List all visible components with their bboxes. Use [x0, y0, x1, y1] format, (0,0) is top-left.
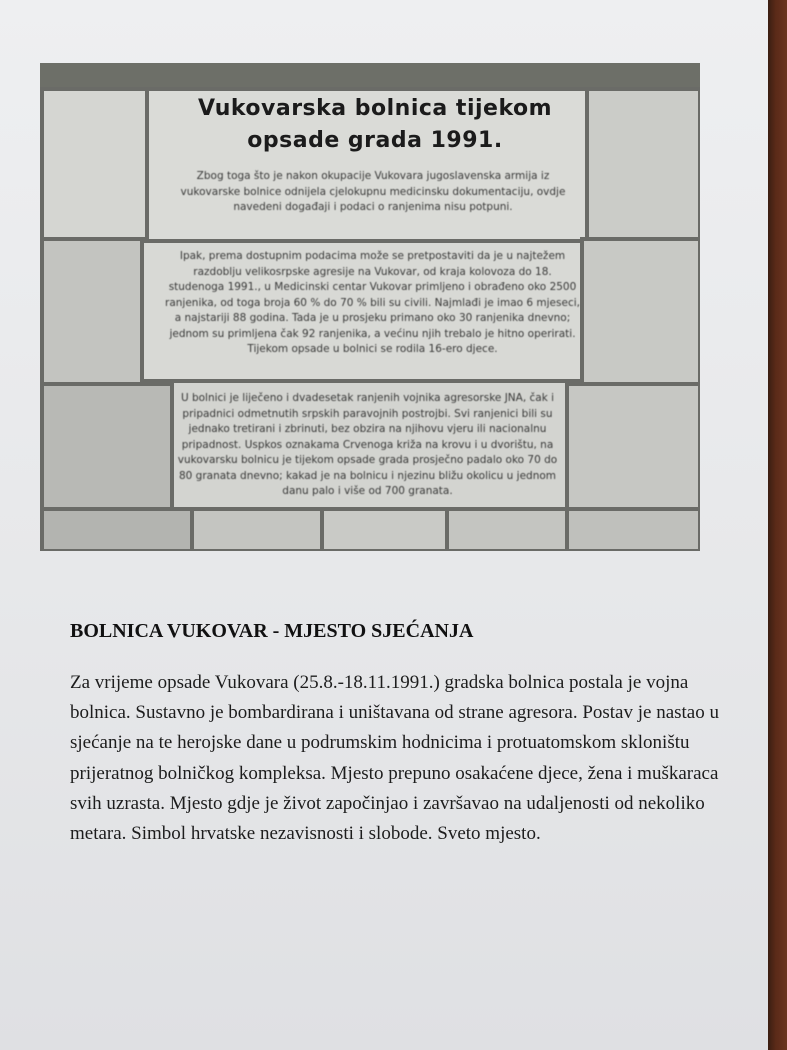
photo-paragraph-2: Ipak, prema dostupnim podacima može se pretpostaviti da je u najtežem razdoblju velikosrpske agresije na Vukovar, od kraja kolovoza do 18. studenoga 1991., u Medicinski centar Vukovar primljeno i obrađeno oko 2500 ranjenika, od toga brojа 60 % do 70 % bili su civili. Najmlađi je imao 6 mjeseci, a najstariji 88 godina. Tada je u prosjeku primano oko 30 ranjenika dnevno; jednom su primljena čak 92 ranjenika, a većinu njih trebalo je hitno operirati. Tijekom opsade u bolnici se rodila 16-ero djece.	[165, 250, 580, 355]
panel-body-text: Za vrijeme opsade Vukovara (25.8.-18.11.1991.) gradska bolnica postala je vojna bolnica. Sustavno je bombardirana i uništavana od strane agresora. Postav je nastao u sjećanje na te herojske dane u podrumskim hodnicima i protuatomskom skloništu prijeratnog bolničkog kompleksa. Mjesto prepuno osakaćene djece, žena i muškaraca svih uzrasta. Mjesto gdje je život započinjao i završavao na udaljenosti od nekoliko metara. Simbol hrvatske nezavisnosti i slobode. Sveto mjesto.	[70, 672, 719, 845]
tiled-wall-photo	[40, 63, 700, 551]
photo-paragraph-1: Zbog toga što je nakon okupacije Vukovara jugoslavenska armija iz vukovarske bolnice odnijela cjelokupnu medicinsku dokumentaciju, ovdje navedeni događaji i podaci o ranjenima nisu potpuni.	[180, 170, 566, 213]
panel-heading: BOLNICA VUKOVAR - MJESTO SJEĆANJA	[70, 620, 474, 642]
wooden-frame-edge	[768, 0, 787, 1050]
photo-paragraph-3: U bolnici je liječeno i dvadesetak ranjenih vojnika agresorske JNA, čak i pripadnici odmetnutih srpskih paravojnih postrojbi. Svi ranjenici bili su jednako tretirani i zbrinuti, bez obzira na njihovu vjeru ili nacionalnu pripadnost. Uspkos oznakama Crvenoga križa na krovu i u dvorištu, na vukovarsku bolnicu je tijekom opsade grada prosječno padalo oko 70 do 80 granata dnevno; kakad je na bolnicu i njezinu bližu okolicu u jednom danu palo i više od 700 granata.	[177, 392, 558, 497]
photo-title: Vukovarska bolnica tijekom opsade grada 1991.	[197, 96, 553, 153]
